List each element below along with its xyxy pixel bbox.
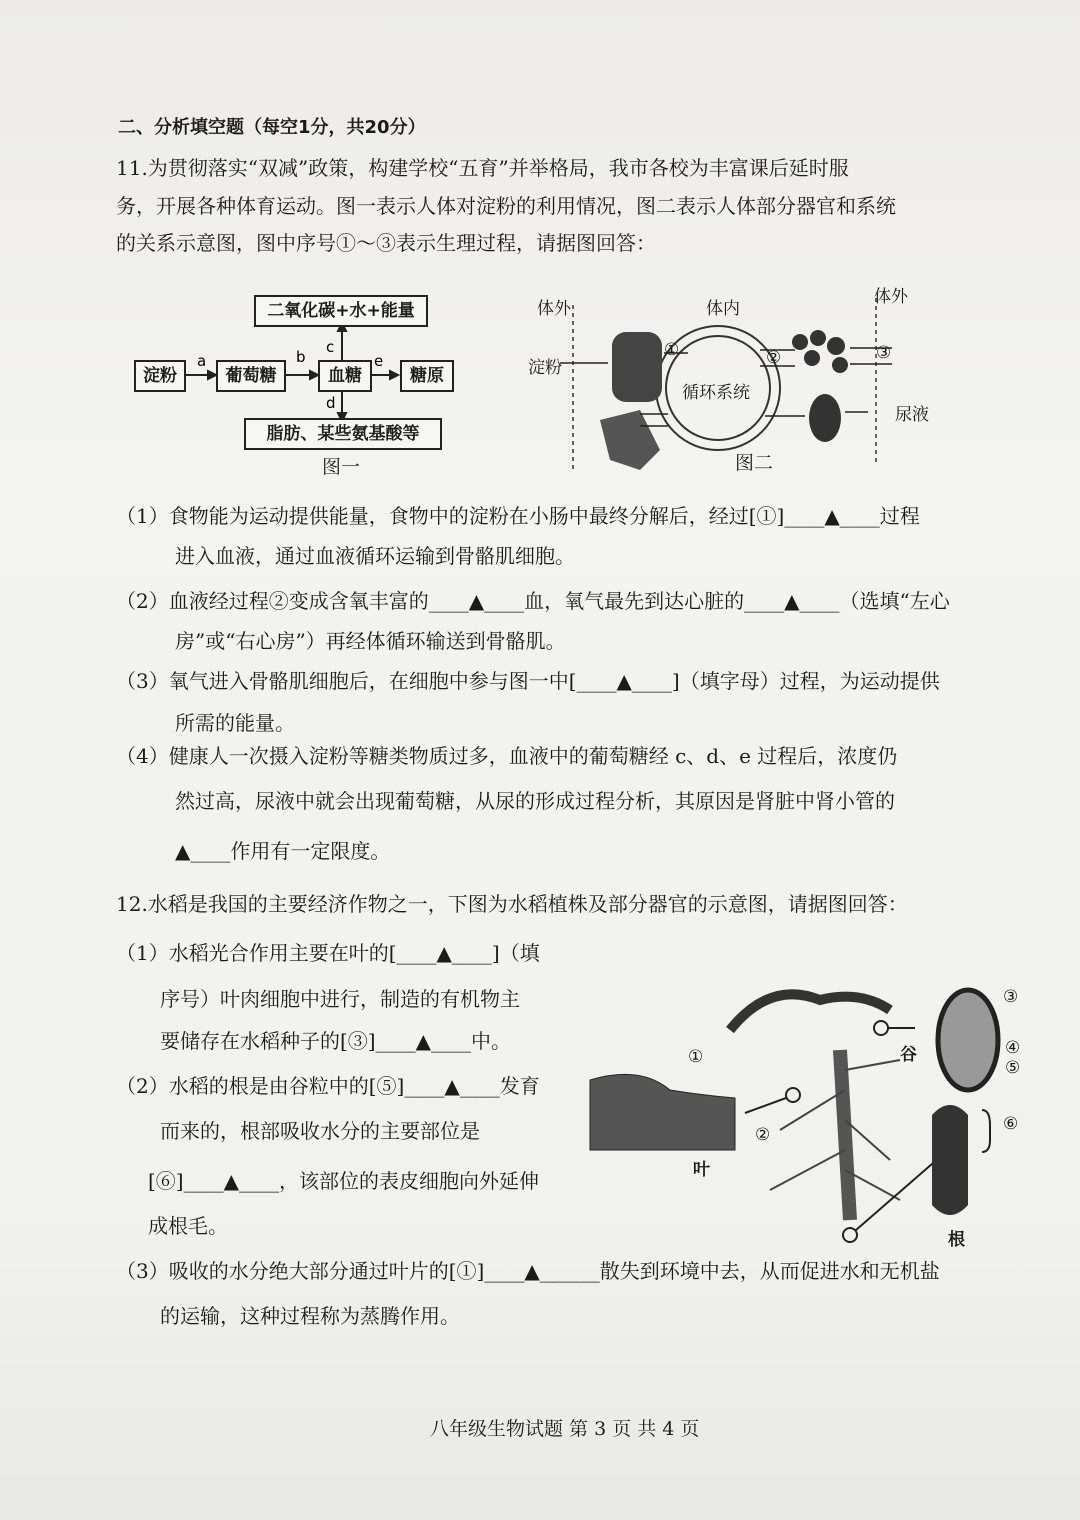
- q11-sub2-cont: 房”或“右心房”）再经体循环输送到骨骼肌。: [175, 629, 566, 653]
- q11-line: 11.为贯彻落实“双减”政策，构建学校“五育”并举格局，我市各校为丰富课后延时服: [116, 156, 849, 180]
- process-2: ②: [766, 348, 782, 368]
- intestine-icon: [612, 332, 662, 402]
- q11-line: 的关系示意图，图中序号①～③表示生理过程，请据图回答：: [116, 231, 656, 255]
- box-glucose: 葡萄糖: [216, 360, 286, 392]
- box-glycogen: 糖原: [400, 360, 454, 392]
- box-fat-amino: 脂肪、某些氨基酸等: [244, 418, 442, 450]
- box-starch: 淀粉: [134, 360, 186, 392]
- arrow-label-c: c: [326, 338, 335, 356]
- page-footer: 八年级生物试题 第 3 页 共 4 页: [430, 1418, 700, 1440]
- label-3: ③: [1003, 987, 1019, 1007]
- figure-2-caption: 图二: [735, 452, 774, 474]
- q12-line: 成根毛。: [148, 1214, 228, 1238]
- label-urine: 尿液: [895, 405, 929, 425]
- label-outside-left: 体外: [537, 299, 571, 319]
- leaf-section-icon: [590, 1074, 735, 1150]
- label-circulatory-system: 循环系统: [682, 383, 750, 403]
- q12-line: [⑥]____▲____，该部位的表皮细胞向外延伸: [148, 1169, 539, 1193]
- q11-sub1: （1）食物能为运动提供能量，食物中的淀粉在小肠中最终分解后，经过[①]____▲____过程: [116, 504, 920, 528]
- root-tip-icon: [932, 1105, 968, 1215]
- q11-sub4-cont2: ▲____作用有一定限度。: [175, 839, 391, 863]
- kidney-icon: [809, 394, 841, 442]
- q11-sub3: （3）氧气进入骨骼肌细胞后，在细胞中参与图一中[____▲____]（填字母）过程，为运动提供: [116, 669, 940, 693]
- label-4: ④: [1005, 1038, 1021, 1058]
- q12-line: 要储存在水稻种子的[③]____▲____中。: [160, 1029, 511, 1053]
- process-3: ③: [876, 343, 892, 363]
- q11-line: 务，开展各种体育运动。图一表示人体对淀粉的利用情况，图二表示人体部分器官和系统: [116, 194, 896, 218]
- box-blood-sugar: 血糖: [318, 360, 372, 392]
- figure-1-caption: 图一: [322, 456, 361, 478]
- q12-line: （3）吸收的水分绝大部分通过叶片的[①]____▲______散失到环境中去，从而促进水和无机盐: [116, 1259, 940, 1283]
- label-leaf: 叶: [693, 1160, 710, 1180]
- q12-line: 的运输，这种过程称为蒸腾作用。: [160, 1304, 460, 1328]
- label-root: 根: [948, 1230, 965, 1250]
- q12-line: 而来的，根部吸收水分的主要部位是: [160, 1119, 480, 1143]
- q12-line: （2）水稻的根是由谷粒中的[⑤]____▲____发育: [116, 1074, 540, 1098]
- q11-sub3-cont: 所需的能量。: [175, 711, 295, 735]
- arrow-label-a: a: [197, 352, 207, 370]
- arrow-label-e: e: [374, 352, 384, 370]
- q11-sub2: （2）血液经过程②变成含氧丰富的____▲____血，氧气最先到达心脏的____▲____（选填“左心: [116, 589, 950, 613]
- q12-line: （1）水稻光合作用主要在叶的[____▲____]（填: [116, 941, 540, 965]
- section-title: 二、分析填空题（每空1分，共20分）: [118, 117, 426, 138]
- lungs-icon: [792, 330, 848, 373]
- q12-title: 12.水稻是我国的主要经济作物之一，下图为水稻植株及部分器官的示意图，请据图回答：: [116, 892, 908, 916]
- q11-sub4-cont: 然过高，尿液中就会出现葡萄糖，从尿的形成过程分析，其原因是肾脏中肾小管的: [175, 789, 895, 813]
- figure-2-drawing: [0, 0, 1080, 500]
- label-inside: 体内: [706, 299, 740, 319]
- process-1: ①: [664, 340, 680, 360]
- arrow-label-b: b: [296, 348, 306, 366]
- label-starch: 淀粉: [528, 358, 562, 378]
- grain-icon: [938, 990, 998, 1090]
- label-2: ②: [755, 1125, 771, 1145]
- q12-line: 序号）叶肉细胞中进行，制造的有机物主: [160, 987, 520, 1011]
- box-co2-water-energy: 二氧化碳+水+能量: [254, 295, 428, 327]
- label-6: ⑥: [1003, 1114, 1019, 1134]
- label-outside-right: 体外: [874, 287, 908, 307]
- label-grain: 谷: [900, 1045, 917, 1065]
- q11-sub1-cont: 进入血液，通过血液循环运输到骨骼肌细胞。: [175, 544, 575, 568]
- q11-sub4: （4）健康人一次摄入淀粉等糖类物质过多，血液中的葡萄糖经 c、d、e 过程后，浓度仍: [116, 744, 898, 768]
- arrow-label-d: d: [326, 394, 336, 412]
- label-5: ⑤: [1005, 1058, 1021, 1078]
- rice-drawing: [560, 970, 1040, 1250]
- label-1: ①: [688, 1047, 704, 1067]
- muscle-leg-icon: [600, 410, 660, 470]
